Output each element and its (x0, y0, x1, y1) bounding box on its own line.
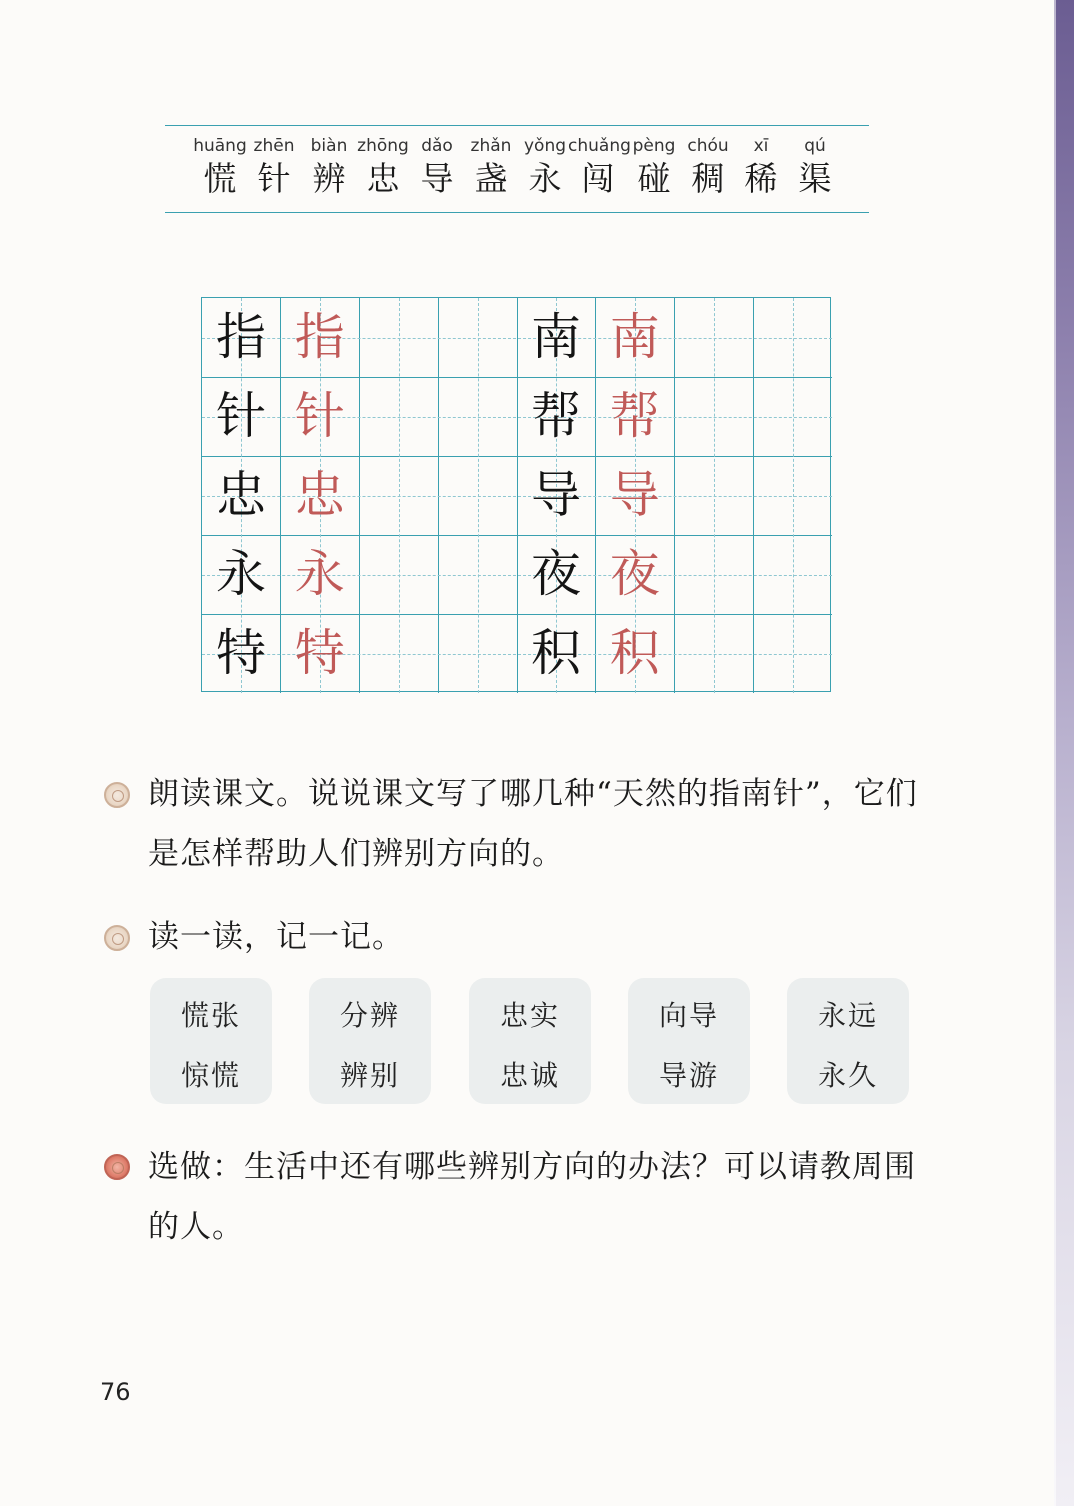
vocab-item (407, 134, 467, 200)
word-card (628, 978, 750, 1104)
page-number: 76 (100, 1378, 131, 1406)
trace-model-char: 南 (609, 308, 660, 366)
word-card-word: 导游 (658, 1059, 719, 1092)
model-char: 夜 (531, 545, 581, 603)
pinyin: yǒng (523, 136, 567, 156)
vocab-char: 稠 (691, 159, 725, 198)
trace-model-char: 永 (294, 545, 345, 603)
trace-model-char: 帮 (609, 387, 660, 445)
exercise-bullet-icon (104, 782, 130, 808)
trace-model-char: 针 (294, 387, 345, 445)
word-card-word: 忠实 (499, 999, 560, 1032)
vocab-item (461, 134, 521, 200)
pinyin: pèng (632, 136, 676, 156)
vocab-item (190, 134, 250, 200)
vocab-char: 慌 (203, 159, 237, 198)
trace-model-char: 积 (609, 624, 660, 682)
vocab-char: 永 (528, 159, 562, 198)
model-char: 积 (531, 624, 581, 682)
page-edge-decoration (1054, 0, 1074, 1506)
vocab-item (353, 134, 413, 200)
vocab-strip (190, 134, 840, 204)
word-card-word: 分辨 (339, 999, 400, 1032)
pinyin: huāng (193, 136, 247, 156)
vocab-item (678, 134, 738, 200)
vocab-char: 闯 (581, 159, 615, 198)
vocab-char: 盏 (474, 159, 508, 198)
vocab-char: 导 (420, 159, 454, 198)
word-card-word: 辨别 (339, 1059, 400, 1092)
word-card-word: 忠诚 (499, 1059, 560, 1092)
model-char: 特 (216, 624, 266, 682)
vocab-char: 针 (257, 159, 291, 198)
vocab-item (244, 134, 304, 200)
writing-practice-grid (201, 297, 831, 692)
pinyin: zhǎn (470, 136, 512, 156)
model-char: 针 (216, 387, 266, 445)
trace-model-char: 指 (294, 308, 345, 366)
vocab-char: 稀 (744, 159, 778, 198)
vocab-item (731, 134, 791, 200)
vocab-item (785, 134, 845, 200)
trace-model-char: 忠 (294, 466, 345, 524)
trace-model-char: 导 (609, 466, 660, 524)
vocab-item (515, 134, 575, 200)
pinyin: zhēn (253, 136, 295, 156)
word-card (469, 978, 591, 1104)
vocab-item (299, 134, 359, 200)
pinyin: dǎo (421, 136, 453, 156)
pinyin: qú (804, 136, 826, 156)
vocab-bottom-rule (165, 212, 869, 213)
vocab-char: 辨 (312, 159, 346, 198)
exercise-2-text: 读一读，记一记。 (148, 919, 404, 955)
vocab-top-rule (165, 125, 869, 126)
pinyin: biàn (310, 136, 348, 156)
vocab-item (624, 134, 684, 200)
model-char: 指 (216, 308, 266, 366)
model-char: 帮 (531, 387, 581, 445)
trace-model-char: 特 (294, 624, 345, 682)
pinyin: xī (753, 136, 769, 156)
exercise-1-text: 朗读课文。说说课文写了哪几种“天然的指南针”，它们是怎样帮助人们辨别方向的。 (148, 776, 918, 872)
vocab-char: 碰 (637, 159, 671, 198)
trace-model-char: 夜 (609, 545, 660, 603)
word-card-word: 惊慌 (180, 1059, 241, 1092)
model-char: 忠 (216, 466, 266, 524)
vocab-char: 渠 (798, 159, 832, 198)
model-char: 导 (531, 466, 581, 524)
model-char: 永 (216, 545, 266, 603)
model-char: 南 (531, 308, 581, 366)
vocab-char: 忠 (366, 159, 400, 198)
word-card-word: 向导 (658, 999, 719, 1032)
pinyin: chuǎng (568, 136, 631, 156)
word-card (150, 978, 272, 1104)
pinyin: chóu (687, 136, 729, 156)
optional-exercise-bullet-icon (104, 1154, 130, 1180)
word-card-word: 永久 (817, 1059, 878, 1092)
word-card-word: 永远 (817, 999, 878, 1032)
vocab-item (568, 134, 631, 200)
exercise-bullet-icon (104, 925, 130, 951)
word-card (309, 978, 431, 1104)
word-card-word: 慌张 (180, 999, 241, 1032)
pinyin: zhōng (357, 136, 409, 156)
word-card (787, 978, 909, 1104)
exercise-3-text: 选做：生活中还有哪些辨别方向的办法？可以请教周围的人。 (148, 1149, 916, 1245)
